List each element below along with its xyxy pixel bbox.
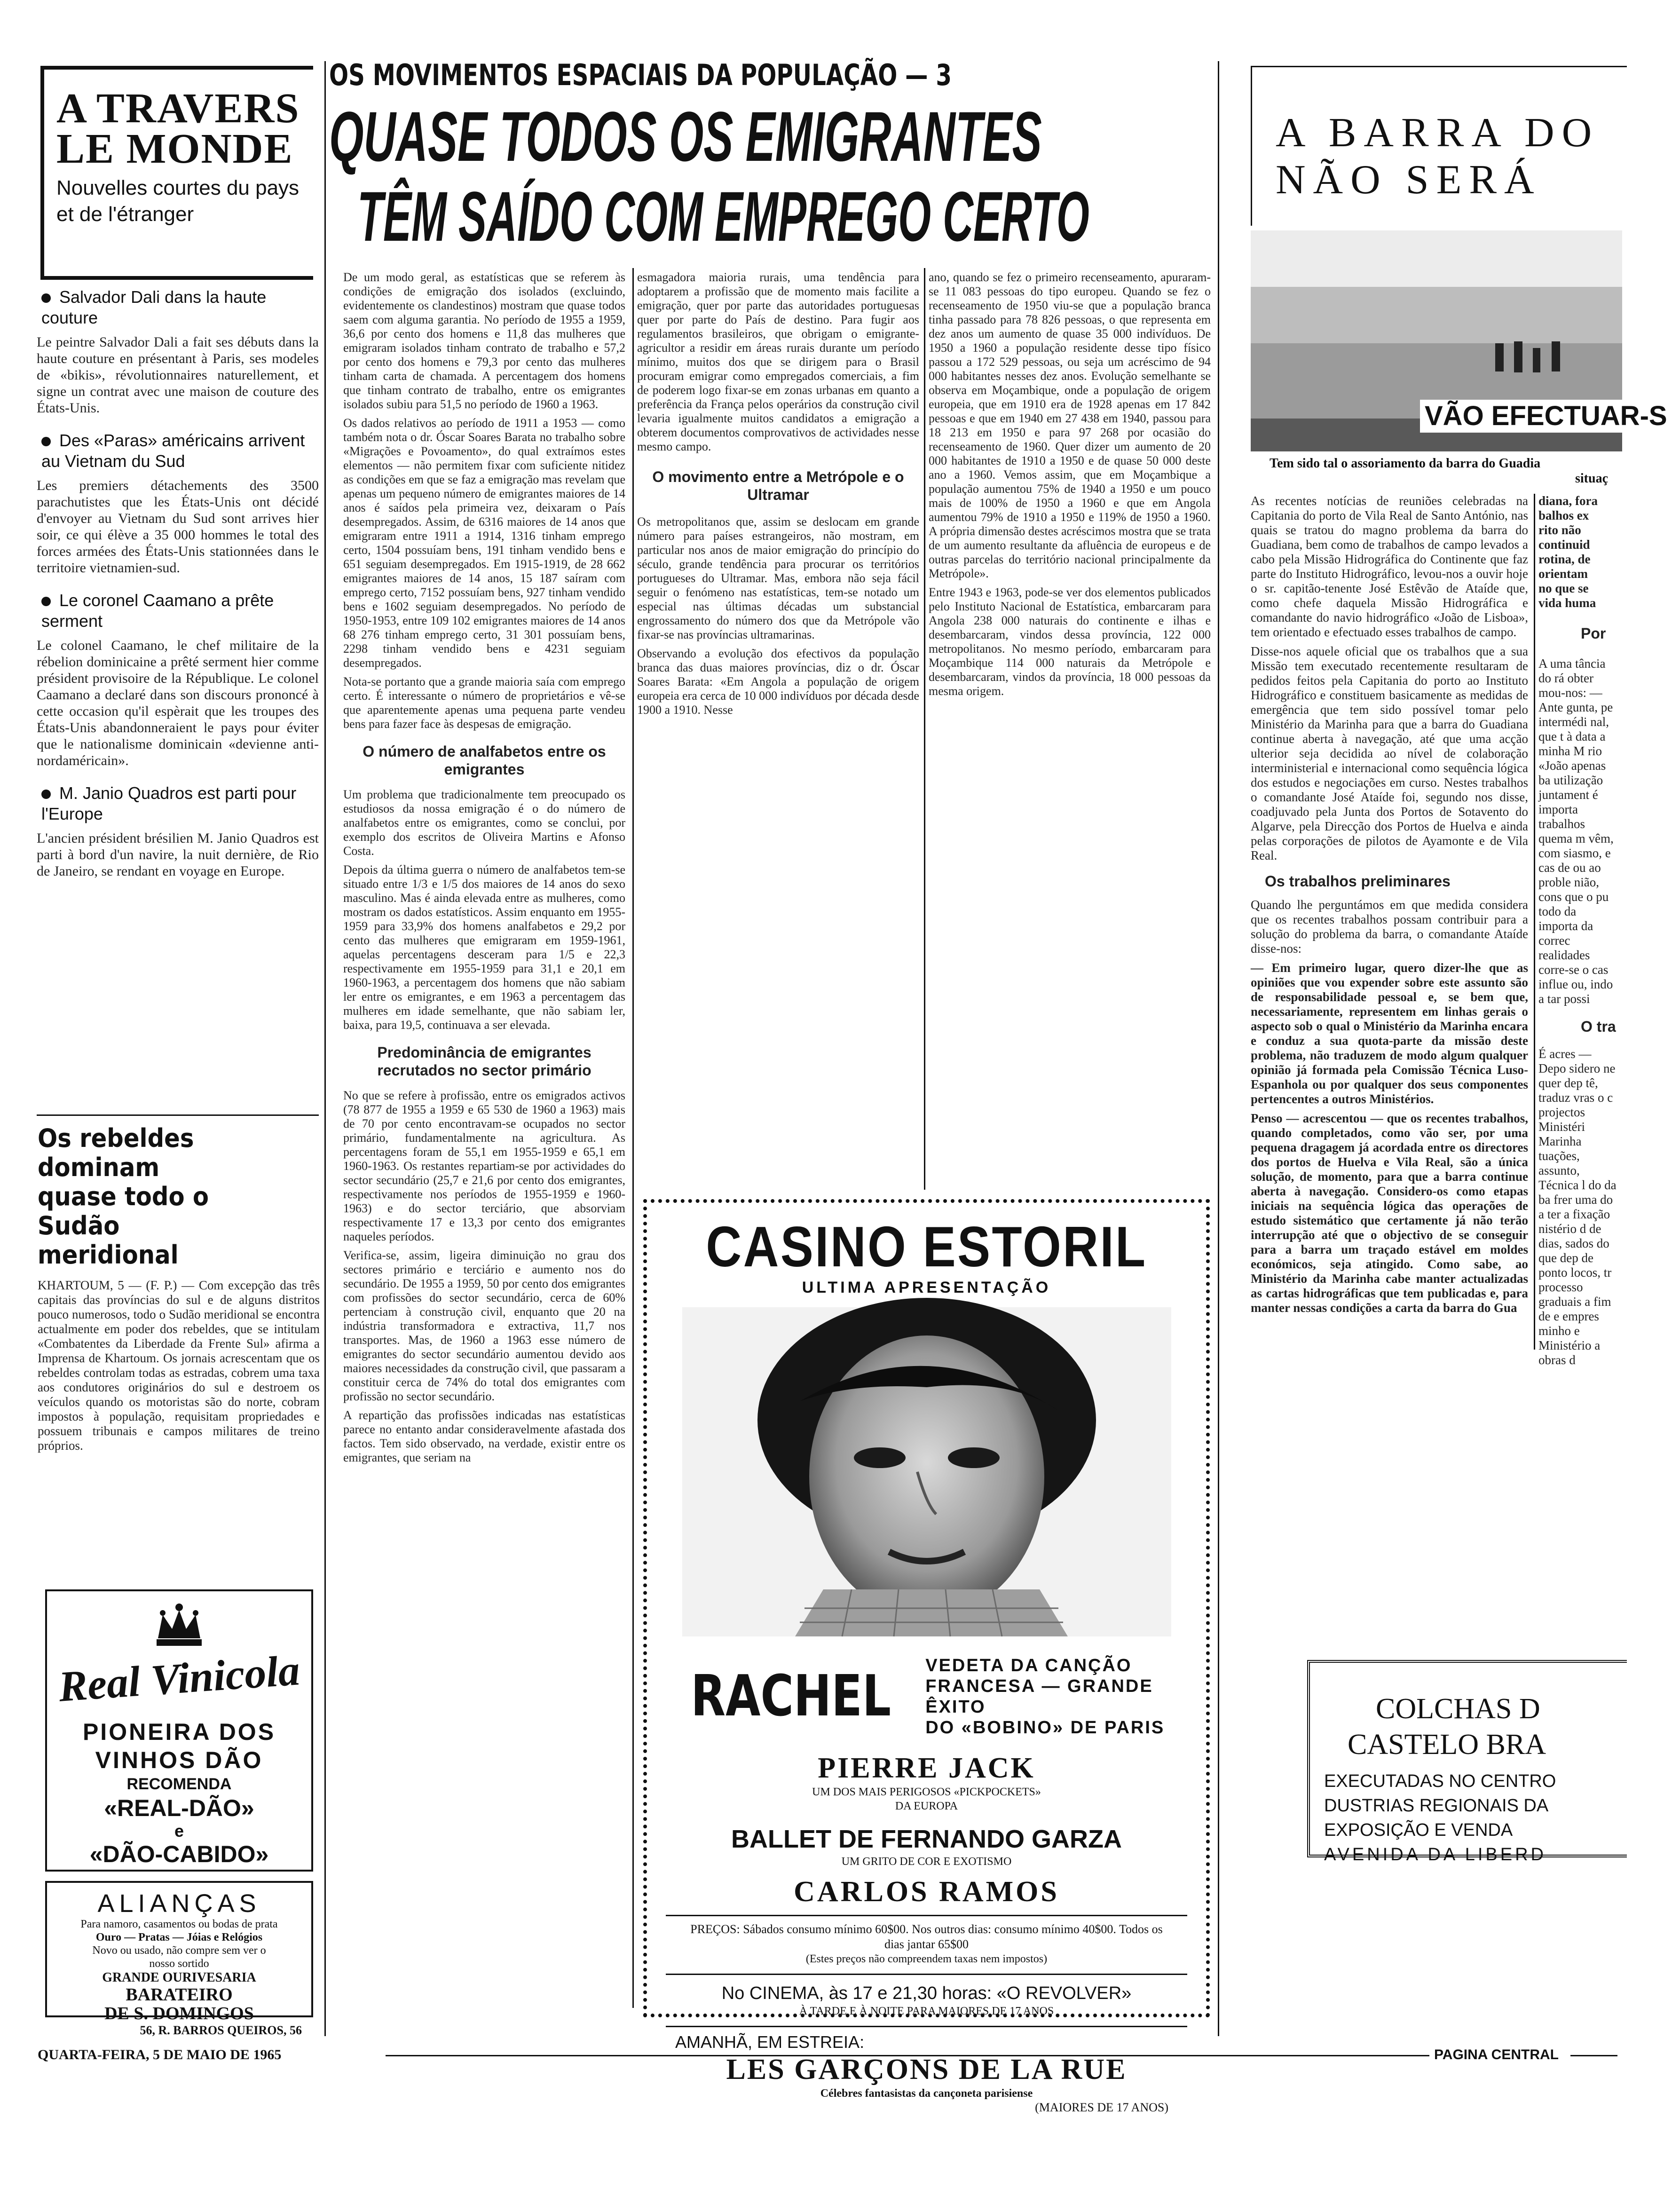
ring-l5: BARATEIRO xyxy=(126,1985,233,2005)
paragraph: Penso — acrescentou — que os recentes trabalhos, quando completados, como vão ser, por uma pequena dragagem já acordada entre os directores dos portos de Huelva e Vila Real, são a única solução, de momento, para que a barra continue aberta à navegação. Considero-os como etapas iniciais na sequência lógica das operações de estudo sistemático que certamente já não terão interrupção até que o objectivo de se conseguir para a barra um traçado estável em moldes económicos, seja atingido. Como sabe, ao Ministério da Marinha cabe manter actualizadas as cartas hidrográficas que tem publicadas e, para manter nessas condições a carta da barra do Gua xyxy=(1251,1111,1528,1315)
colchas-line: EXPOSIÇÃO E VENDA xyxy=(1324,1820,1513,1840)
subhead: O tra xyxy=(1581,1018,1616,1035)
colchas-line: AVENIDA DA LIBERD xyxy=(1324,1845,1546,1864)
cinema-note: À TARDE E À NOITE PARA MAIORES DE 17 ANOS xyxy=(799,2005,1054,2017)
item-text: Le peintre Salvador Dali a fait ses débuts dans la haute couture en présentant à Paris, ses modeles de «bikis», révolutionnaires naturellement, et signe un contrat avec une maison de couture des États-Unis. xyxy=(37,334,319,416)
paragraph: Quando lhe perguntámos em que medida considera que os recentes trabalhos possam contribuir para a solução do problema da barra, o comandante Ataíde disse-nos: xyxy=(1251,898,1528,956)
item-quadros xyxy=(37,783,319,879)
film-title: LES GARÇONS DE LA RUE xyxy=(726,2054,1127,2086)
subhead: Os trabalhos preliminares xyxy=(1265,873,1451,890)
bullet-icon xyxy=(41,790,51,799)
item-heading: Des «Paras» américains arrivent au Vietnam du Sud xyxy=(41,431,305,471)
act1-desc2: DA EUROPA xyxy=(895,1800,958,1812)
ring-l7: 56, R. BARROS QUEIROS, 56 xyxy=(140,2023,302,2037)
item-heading: Le coronel Caamano a prête serment xyxy=(41,591,274,631)
photo-caption-line: Tem sido tal o assoriamento da barra do Guadia xyxy=(1270,456,1541,471)
star-desc-line: VEDETA DA CANÇÃO xyxy=(925,1656,1132,1675)
text-line: diana, fora xyxy=(1538,494,1598,508)
photo-caption-line: situaç xyxy=(1575,471,1608,486)
prices: PREÇOS: Sábados consumo mínimo 60$00. Nos outros dias: consumo mínimo 40$00. Todos os dias jantar 65$00 xyxy=(690,1922,1163,1951)
subhead: O movimento entre a Metrópole e o Ultramar xyxy=(652,468,904,503)
ring-l6: DE S. DOMINGOS xyxy=(104,2004,254,2023)
a-travers-box xyxy=(40,66,313,280)
footer-rule-end xyxy=(1570,2055,1617,2056)
wine-line4: «REAL-DÃO» xyxy=(104,1795,254,1821)
aliancas-ad xyxy=(45,1881,313,2037)
act1-desc: UM DOS MAIS PERIGOSOS «PICKPOCKETS» xyxy=(812,1786,1041,1798)
barra-col-b xyxy=(1538,494,1617,1367)
wine-line2: VINHOS DÃO xyxy=(95,1747,263,1773)
wine-line3: RECOMENDA xyxy=(126,1775,232,1793)
tomorrow-label: AMANHÃ, EM ESTREIA: xyxy=(675,2032,865,2052)
divider xyxy=(666,2026,1187,2027)
article-col-3 xyxy=(929,270,1211,703)
crown-icon xyxy=(47,1601,311,1652)
text-line: vida huma xyxy=(1538,596,1596,610)
item-dali xyxy=(37,287,319,416)
text-line: balhos ex xyxy=(1538,508,1589,522)
barra-col-a xyxy=(1251,494,1528,1320)
footer-rule xyxy=(386,2055,1429,2056)
column-rule xyxy=(1534,494,1535,1350)
film-desc: Célebres fantasistas da cançoneta parisiense xyxy=(820,2087,1033,2100)
act2-name: BALLET DE FERNANDO GARZA xyxy=(731,1825,1122,1853)
text-line: no que se xyxy=(1538,581,1589,595)
text-line: rito não xyxy=(1538,523,1581,537)
divider xyxy=(666,1915,1187,1916)
subhead: Por xyxy=(1581,625,1606,642)
wine-line1: PIONEIRA DOS xyxy=(82,1719,276,1745)
divider xyxy=(666,1974,1187,1975)
ring-l4: GRANDE OURIVESARIA xyxy=(102,1970,256,1985)
paragraph: Observando a evolução dos efectivos da população branca das duas maiores províncias, diz o dr. Óscar Soares Barata: «Em Angola a população de origem europeia era cerca de 10 000 indivíduos por década desde 1900 a 1910. Nesse xyxy=(637,647,919,717)
casino-estoril-ad xyxy=(643,1199,1210,2114)
item-text: Les premiers détachements des 3500 parachutistes que les États-Unis ont décidé d'envoyer au Vietnam du Sud sont arrives hier soir, ce qui élève a 35 000 hommes le total des forces armées des États-Unis stationnées dans le territoire vietnamien-sud. xyxy=(37,478,319,576)
ring-l1: Para namoro, casamentos ou bodas de prata xyxy=(80,1918,278,1930)
paragraph: A repartição das profissões indicadas nas estatísticas parece no entanto andar consideravelmente afastada dos factos. Tem sido observado, na verdade, existir entre os emigrantes, que seriam na xyxy=(343,1408,625,1464)
act3-name: CARLOS RAMOS xyxy=(794,1876,1059,1908)
paragraph: A uma tância do rá obter mou-nos: — Ante gunta, pe intermédi nal, que t à data a minha M rio «João apenas ba utilização juntament é importa trabalhos quema m vêm, com siasmo, e cas de ou ao proble nião, cons que o pu todo da importa da correc realidades corre-se o cas influe ou, indo a tar possi xyxy=(1538,656,1614,1006)
paragraph: No que se refere à profissão, entre os emigrados activos (78 877 de 1955 a 1959 e 65 530 de 1960 a 1963) mais de 70 por cento encontravam-se ocupados no sector primário, fundamentalmente na agricultura. As percentagens foram de 55,1 em 1955-1959 e 65,1 em 1960-1963. Os restantes repartiam-se por actividades do sector secundário (25,7 e 21,6 por cento dos emigrantes, respectivamente nos períodos de 1955-1959 e 1960-1963) e do sector terciário, que absorviam respectivamente 17 e 13,3 por cento dos emigrantes naqueles períodos. xyxy=(343,1089,625,1243)
barra-title-2: NÃO SERÁ xyxy=(1276,157,1542,203)
item-heading: Salvador Dali dans la haute couture xyxy=(41,287,267,327)
bullet-icon xyxy=(41,597,51,606)
prices-note: (Estes preços não compreendem taxas nem impostos) xyxy=(805,1953,1048,1965)
photo-overlay-caption: VÃO EFECTUAR-S xyxy=(1420,400,1672,433)
colchas-line: DUSTRIAS REGIONAIS DA xyxy=(1324,1796,1549,1816)
sudan-article xyxy=(38,1124,320,1453)
ring-l3: Novo ou usado, não compre sem ver o nosso sortido xyxy=(92,1944,266,1970)
film-rating: (MAIORES DE 17 ANOS) xyxy=(1035,2101,1168,2114)
star-desc-line: FRANCESA — GRANDE ÊXITO xyxy=(925,1676,1153,1717)
divider xyxy=(37,1114,319,1116)
star-name: RACHEL xyxy=(691,1664,891,1729)
colchas-title-2: CASTELO BRA xyxy=(1348,1729,1546,1761)
paragraph: Depois da última guerra o número de analfabetos tem-se situado entre 1/3 e 1/5 dos maiores de 14 anos do sexo masculino. Mas é ainda elevada entre as mulheres, como mostram os dados estatísticos. Assim enquanto em 1955-1959 para 33,9% dos homens analfabetos e 29,2 por cento das mulheres que emigraram em 1959-1961, aquelas percentagens desceram para 1/5 e 22,3 respectivamente em 1955-1959 para 31,1 e 20,1 em 1960-1963, a percentagem dos homens que não sabiam ler entre os emigrantes, e em 1963 a percentagem das mulheres em idade semelhante, que não sabiam ler, baixa, para 19,5, continuava a ser elevada. xyxy=(343,863,625,1032)
sudan-title: Os rebeldes dominam quase todo o Sudão meridional xyxy=(38,1123,209,1270)
paragraph: — Em primeiro lugar, quero dizer-lhe que as opiniões que vou expender sobre este assunto são de responsabilidade pessoal e, se bem que, necessariamente, representem em linhas gerais o aspecto sob o qual o Ministério da Marinha encara e conduz a sua quota-parte da missão deste problema, não traduzem de modo algum qualquer opinião já formada pela Comissão Técnica Luso-Espanhola ou por qualquer dos seus componentes pertencentes a outros Ministérios. xyxy=(1251,961,1528,1106)
paragraph: esmagadora maioria rurais, uma tendência para adoptarem a profissão que de momento mais facilite a emigração, quer por parte das autoridades portuguesas quer por parte do País de destino. Para fugir aos regulamentos brasileiros, que obrigam o emigrante-agricultor a residir em áreas rurais durante um período mínimo, muitos dos que se dirigem para o Brasil procuram emigrar como empregados comerciais, a fim de poderem logo fixar-se em zonas urbanas em quanto a preferência da França pelos operários da construção civil levaria igualmente muitos candidatos a emigração a obterem documentos comprovativos de actividades nesse mesmo campo. xyxy=(637,270,919,453)
box-title: A TRAVERS LE MONDE xyxy=(56,85,300,172)
text-line: orientam xyxy=(1538,567,1588,581)
cinema-line: No CINEMA, às 17 e 21,30 horas: «O REVOLVER» xyxy=(721,1983,1132,2003)
act1-name: PIERRE JACK xyxy=(818,1752,1035,1784)
casino-subtitle: ULTIMA APRESENTAÇÃO xyxy=(802,1279,1051,1296)
item-caamano xyxy=(37,590,319,769)
paragraph: Verifica-se, assim, ligeira diminuição no grau dos sectores primário e terciário e aumento nos do secundário. De 1955 a 1959, 50 por cento dos emigrantes com profissões do sector secundário, cerca de 60% pertenciam à construção civil, enquanto que 20 na indústria transformadora e extractiva, 11,7 nos transportes. Mas, de 1960 a 1963 esse número de emigrantes do sector secundário aumentou devido aos maiores necessidades da construção civil, que passaram a constituir cerca de 74% do total dos emigrantes com profissão no sector secundário. xyxy=(343,1248,625,1403)
paragraph: É acres — Depo sidero ne quer dep tê, traduz vras o c projectos Ministéri Marinha tuações, assunto, Técnica l do da ba frer uma do a ter a fixação nistério d de dias, sados do que dep de ponto locos, tr processo graduais a fim de e empres minho e Ministério a obras d xyxy=(1538,1047,1617,1367)
barra-photo xyxy=(1251,230,1667,451)
footer-page: PAGINA CENTRAL xyxy=(1434,2047,1559,2062)
act2-desc: UM GRITO DE COR E EXOTISMO xyxy=(841,1856,1012,1868)
wine-line5: e xyxy=(174,1821,184,1841)
subhead: Predominância de emigrantes recrutados no sector primário xyxy=(377,1044,592,1079)
casino-title: CASINO ESTORIL xyxy=(706,1215,1147,1279)
text-line: continuid xyxy=(1538,537,1590,552)
barra-title-1: A BARRA DO xyxy=(1276,110,1600,156)
paragraph: As recentes notícias de reuniões celebradas na Capitania do porto de Vila Real de Santo António, nas quais se tratou do magno problema da barra do Guadiana, bem como de trabalhos de campo levados a cabo pela Missão Hidrográfica do Continente que faz parte do Instituto Hidrográfico, levou-nos a ouvir hoje o sr. capitão-tenente José Estêvão de Ataíde que, como chefe daquela Missão Hidrográfica e comandante do navio hidrográfico «João de Lisboa», tem orientado e efectuado esses trabalhos de campo. xyxy=(1251,494,1528,639)
item-paras xyxy=(37,430,319,576)
wine-line6: «DÃO-CABIDO» xyxy=(89,1841,269,1867)
paragraph: Disse-nos aquele oficial que os trabalhos que a sua Missão tem executado recentemente resultaram de pedidos feitos pela Capitania do porto ao Instituto Hidrográfico e constituem basicamente as medidas de emergência que tem sido possível tomar pelo Ministério da Marinha para que a barra do Guadiana continue aberta à navegação, até que uma acção ulterior seja decidida ao nível de colaboração interministerial e internacional como sequência lógica dos estudos e negociações em curso. Nestes trabalhos o comandante José Ataíde foi, segundo nos disse, coadjuvado pela Junta dos Portos de Sotavento do Algarve, pela Direcção dos Portos de Huelva e ainda pelas corporações de pilotos de Ayamonte e de Vila Real. xyxy=(1251,644,1528,862)
star-desc-line: DO «BOBINO» DE PARIS xyxy=(925,1718,1165,1738)
colchas-ad xyxy=(1307,1660,1627,1864)
headline-2: TÊM SAÍDO COM EMPREGO CERTO xyxy=(357,177,1089,256)
paragraph: De um modo geral, as estatísticas que se referem às condições de emigração dos isolados (excluindo, evidentemente os clandestinos) mostram que quase todos saem com alguma garantia. No período de 1955 a 1959, 36,6 por cento dos homens e 11,8 das mulheres que emigraram isolados tinham contrato de trabalho e 57,2 por cento dos homens e 79,3 por cento das mulheres tinham carta de chamada. A percentagem dos homens que tinham contrato de trabalho, entre os emigrantes isolados subiu para 51,5 no período de 1960 a 1963. xyxy=(343,270,625,411)
paragraph: Os metropolitanos que, assim se deslocam em grande número para países estrangeiros, não mostram, em particular nos anos de maior emigração do princípio do século, grande tendência para procurar os territórios portugueses do Ultramar. Mas, embora não seja fácil seguir o fenómeno nas estatísticas, tem-se notado um especial nas últimas décadas um substancial engrossamento do número dos que da Metrópole vão fixar-se nas províncias ultramarinas. xyxy=(637,515,919,641)
column-rule xyxy=(924,268,925,1190)
paragraph: Um problema que tradicionalmente tem preocupado os estudiosos da nossa emigração é o do número de analfabetos entre os emigrantes, como se conclui, por exemplo dos escritos de Oliveira Martins e Afonso Costa. xyxy=(343,788,625,858)
paragraph: ano, quando se fez o primeiro recenseamento, apuraram-se 11 083 pessoas do tipo europeu. Quando se fez o recenseamento de 1950 viu-se que a população branca tinha passado para 78 826 pessoas, o que representa em dez anos um aumento de quase 35 000 indivíduos. De 1950 a 1960 a população residente desse tipo físico passou a 172 529 pessoas, ou seja um acréscimo de 94 000 habitantes nesses dez anos. Evolução semelhante se observa em Moçambique, onde a população de origem europeia, que em 1910 era de 1928 apenas em 17 842 pessoas e que em 1940 em 27 438 em 1940, passou para 18 213 em 1950 e para 97 268 por ocasião do recenseamento de 1960. Quer dizer um aumento de 20 000 habitantes de 1910 a 1950 e de quase 50 000 deste ano a 1960. Vemos assim, que em Moçambique a população aumentou 75% de 1940 a 1950 e um pouco mais de 100% de 1950 a 1960 e que em Angola aumentou 79% de 1910 a 1950 e 119% de 1950 a 1960. A própria dimensão destes acréscimos mostra que se trata de um aumento resultante da afluência de europeus e de outras parcelas do território nacional principalmente da Metrópole». xyxy=(929,270,1211,580)
column-rule xyxy=(1218,61,1219,2036)
colchas-title: COLCHAS D xyxy=(1376,1693,1540,1725)
bullet-icon xyxy=(41,293,51,303)
ring-l2: Ouro — Pratas — Jóias e Relógios xyxy=(95,1931,263,1943)
column-rule xyxy=(324,61,326,2036)
left-items xyxy=(37,287,319,879)
portrait-image xyxy=(682,1307,1171,1636)
barra-header-box xyxy=(1251,66,1627,226)
paragraph: Entre 1943 e 1963, pode-se ver dos elementos publicados pelo Instituto Nacional de Estatística, embarcaram para Angola 238 000 naturais do continente e ilhas e desembarcaram, vindos dessa província, 122 000 metropolitanos. No mesmo período, embarcaram para Moçambique 114 000 naturais da Metrópole e desembarcaram, vindos da província, 18 000 pessoas da mesma origem. xyxy=(929,585,1211,698)
item-text: Le colonel Caamano, le chef militaire de la rébelion dominicaine a prêté serment hier comme président provisoire de la République. Le colonel Caamano a declaré dans son discours prononcé à cette occasion qu'il espèrait que les troupes des États-Unis abandonneraient le pays pour éviter que le nationalisme dominicain «devienne anti-nordaméricain». xyxy=(37,638,319,768)
sudan-text: KHARTOUM, 5 — (F. P.) — Com excepção das três capitais das províncias do sul e de alguns distritos pouco numerosos, todo o Sudão meridional se encontra actualmente em poder dos rebeldes, que se intitulam «Combatentes da Liberdade da Frente Sul» afirma a Imprensa de Khartoum. Os jornais acrescentam que os rebeldes controlam todas as estradas, cobrem uma taxa aos condutores originários do sul e destroem os veículos quando os motoristas são do norte, cobram impostos à população, requisitam propriedades e possuem tribunais e campos militares de treino próprios. xyxy=(38,1278,320,1453)
text-line: rotina, de xyxy=(1538,552,1591,566)
colchas-line: EXECUTADAS NO CENTRO xyxy=(1324,1771,1556,1791)
photo-caption xyxy=(1270,456,1627,486)
rachel-photo xyxy=(682,1307,1171,1636)
brand-logo: Real Vinicola xyxy=(57,1646,301,1711)
star-description xyxy=(925,1655,1187,1738)
item-text: L'ancien président brésilien M. Janio Quadros est parti à bord d'un navire, la nuit dernière, de Rio de Janeiro, se rendant en voyage en Europe. xyxy=(37,830,319,879)
column-rule xyxy=(632,268,634,2008)
paragraph: Os dados relativos ao período de 1911 a 1953 — como também nota o dr. Óscar Soares Barata no trabalho sobre «Migrações e Povoamento», do qual extraímos estes elementos — não permitem fixar com suficiente nitidez as condições em que se faz a emigração mas revelam que apenas um pequeno número de emigrantes maiores de 14 anos é saídos pela primeira vez, deixaram o País desempregados. Assim, de 6316 maiores de 14 anos que emigraram entre 1911 a 1914, 1316 tinham emprego certo, 1504 possuíam bens, 191 tinham vendido bens e 651 seguiam desempregados. Em 1915-1919, de 28 662 emigrantes maiores de 14 anos, 15 187 saíram com emprego certo, 7152 possuíam bens, 927 tinham vendido bens e 1602 seguiam desempregados. No período de 1950-1953, entre 109 102 emigrantes maiores de 14 anos 68 276 tinham emprego certo, 31 301 possuíam bens, 2298 tinham vendido bens e 4231 seguiam desempregados. xyxy=(343,416,625,670)
box-subtitle: Nouvelles courtes du pays et de l'étranger xyxy=(56,176,300,226)
headline-1: QUASE TODOS OS EMIGRANTES xyxy=(329,97,1042,176)
footer-date: QUARTA-FEIRA, 5 DE MAIO DE 1965 xyxy=(38,2047,282,2062)
kicker: OS MOVIMENTOS ESPACIAIS DA POPULAÇÃO — 3 xyxy=(329,58,952,92)
item-heading: M. Janio Quadros est parti pour l'Europe xyxy=(41,783,297,823)
paragraph: Nota-se portanto que a grande maioria saía com emprego certo. É interessante o número de proprietários e vê-se que aparentemente apenas uma pequena parte vendeu bens para fazer face às despesas de emigração. xyxy=(343,675,625,731)
article-col-1 xyxy=(343,270,625,1469)
ring-title: ALIANÇAS xyxy=(97,1889,261,1918)
article-col-2 xyxy=(637,270,919,722)
subhead: O número de analfabetos entre os emigrantes xyxy=(363,743,606,778)
bullet-icon xyxy=(41,437,51,446)
real-vinicola-ad xyxy=(45,1589,313,1872)
